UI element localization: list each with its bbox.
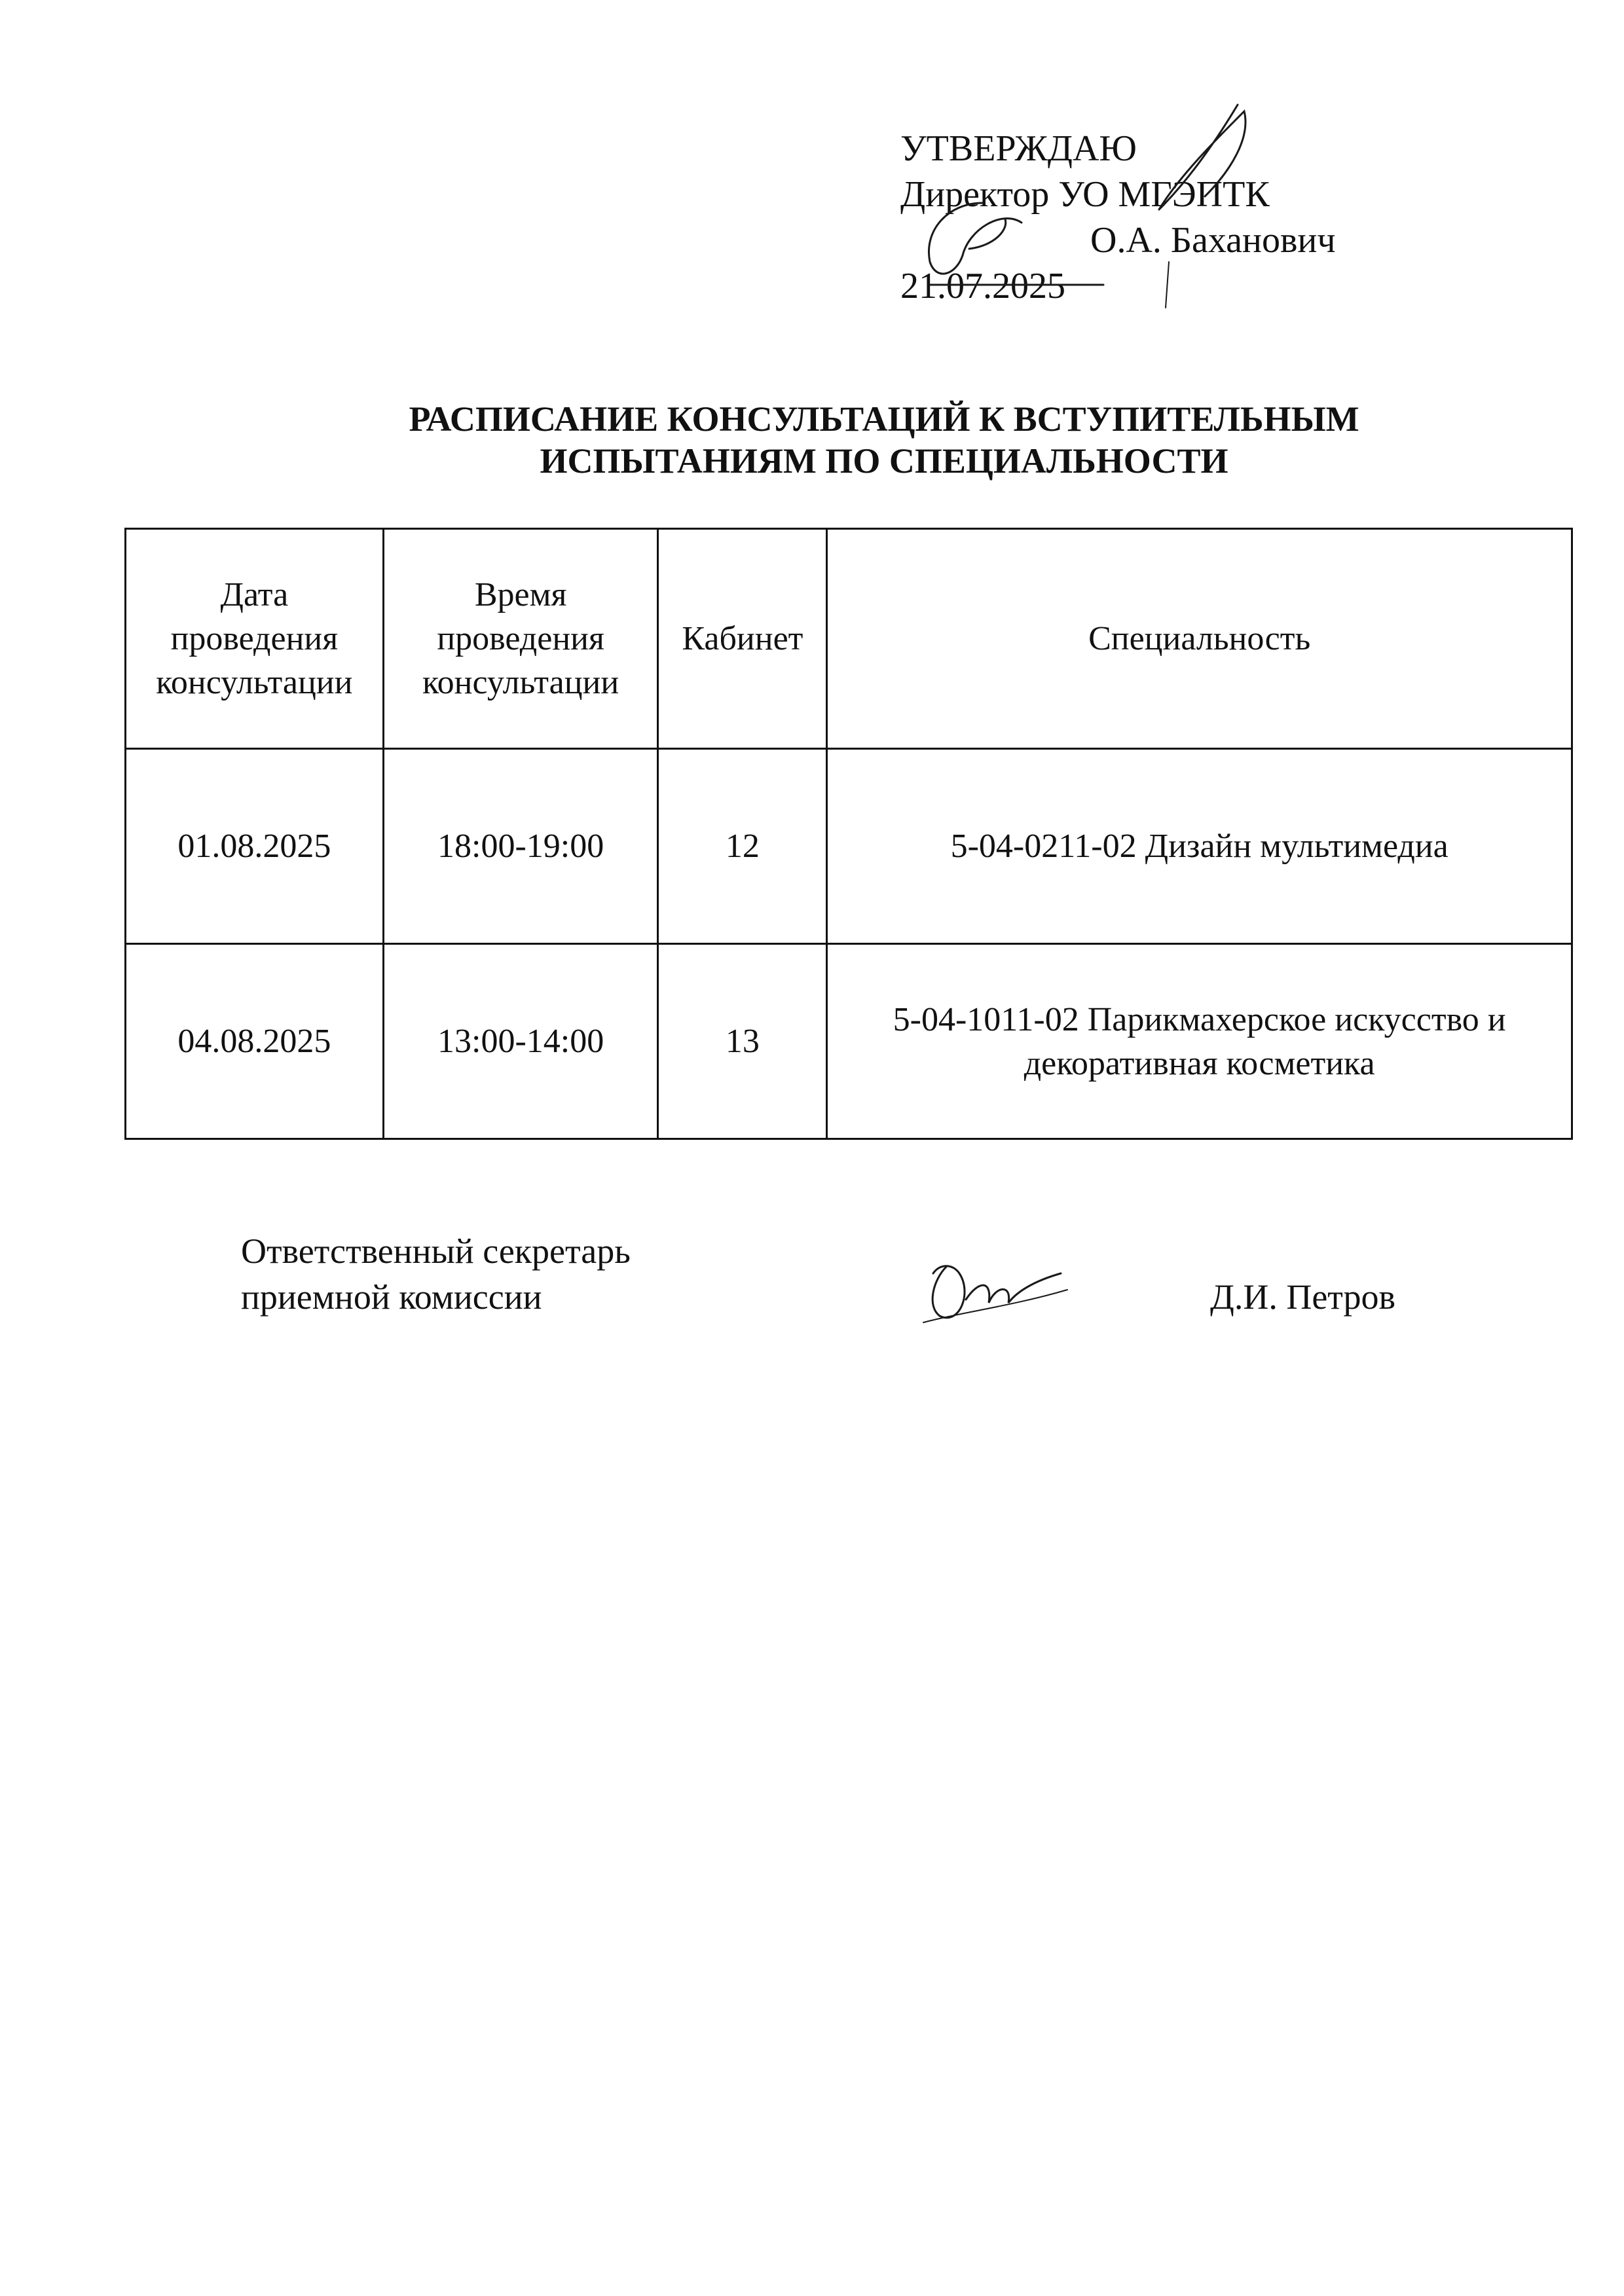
cell-room: 12: [658, 749, 827, 944]
header-specialty: Специальность: [827, 529, 1572, 749]
approval-name: О.А. Баханович: [1090, 220, 1336, 261]
cell-room: 13: [658, 944, 827, 1139]
title-line-1: РАСПИСАНИЕ КОНСУЛЬТАЦИЙ К ВСТУПИТЕЛЬНЫМ: [409, 399, 1359, 439]
approval-heading: УТВЕРЖДАЮ: [900, 128, 1137, 169]
schedule-table: [124, 528, 1573, 1140]
header-date: Дата проведения консультации: [126, 529, 384, 749]
header-room: Кабинет: [658, 529, 827, 749]
table-row: [126, 749, 1572, 944]
cell-specialty: 5-04-1011-02 Парикмахерское искусство и декоративная косметика: [827, 944, 1572, 1139]
secretary-signature: [920, 1254, 1071, 1326]
cell-date: 01.08.2025: [126, 749, 384, 944]
document-title: [0, 398, 1624, 482]
secretary-role: Ответственный секретарь приемной комиссии: [241, 1231, 631, 1317]
director-signature: [851, 98, 1297, 321]
header-time: Время проведения консультации: [383, 529, 658, 749]
approval-position: Директор УО МГЭПТК: [900, 174, 1270, 215]
title-line-2: ИСПЫТАНИЯМ ПО СПЕЦИАЛЬНОСТИ: [540, 441, 1228, 481]
table-header-row: [126, 529, 1572, 749]
cell-specialty: 5-04-0211-02 Дизайн мультимедиа: [827, 749, 1572, 944]
cell-time: 13:00-14:00: [383, 944, 658, 1139]
table-row: [126, 944, 1572, 1139]
cell-date: 04.08.2025: [126, 944, 384, 1139]
secretary-name: Д.И. Петров: [1210, 1277, 1396, 1317]
approval-date: 21.07.2025: [900, 266, 1065, 306]
cell-time: 18:00-19:00: [383, 749, 658, 944]
